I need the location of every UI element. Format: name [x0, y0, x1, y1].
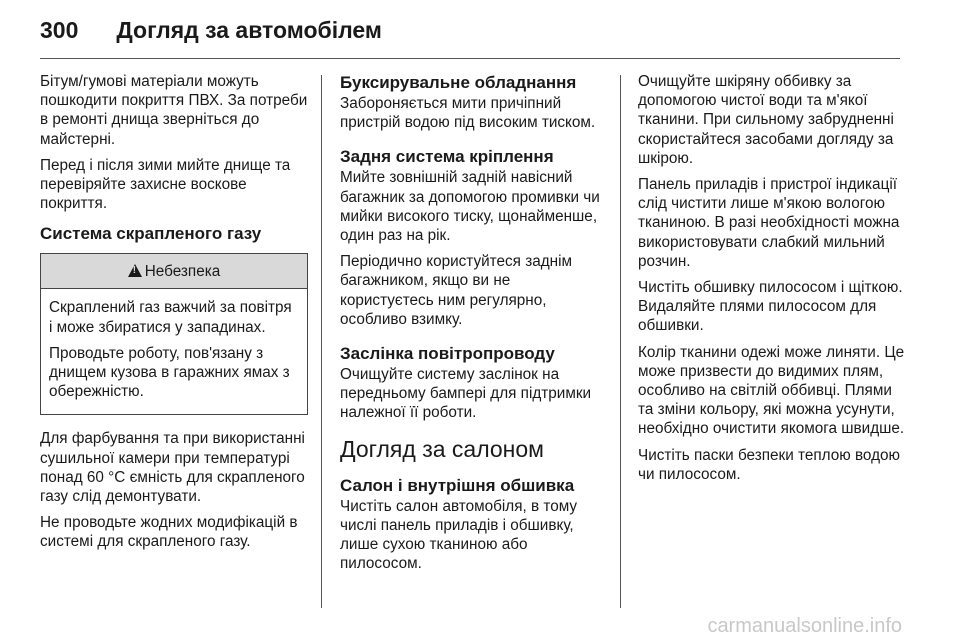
danger-box-header: [41, 254, 307, 289]
paragraph-winter-wash: Перед і після зими мийте днище та перевіряйте захисне воскове покриття.: [40, 156, 291, 213]
danger-paragraph-1: Скраплений газ важчий за повітря і може збиратися у западинах.: [49, 299, 292, 336]
paragraph-rear-carrier-1: Мийте зовнішній задній навісний багажник за допомогою промивки чи мийки високого тиску, щонайменше, один раз на рік.: [340, 169, 600, 245]
paragraph-fabric-color: Колір тканини одежі може линяти. Це може призвести до видимих плям, особливо на світлій оббивці. Плями та зміни кольору, які можна усунути, необхідно очистити якомога швидше.: [638, 343, 905, 438]
heading-towing-equipment: Буксирувальне обладнання: [340, 73, 577, 92]
paragraph-towing: Забороняється мити причіпний пристрій водою під високим тиском.: [340, 95, 596, 132]
heading-cabin-trim: Салон і внутрішня обшивка: [340, 475, 575, 495]
paragraph-leather: Очищуйте шкіряну оббивку за допомогою чистої води та м'якої тканини. При сильному забрудненні скористайтеся засобами догляду за шкірою.: [638, 73, 894, 167]
danger-box: [40, 253, 308, 415]
paragraph-upholstery: Чистіть обшивку пилососом і щіткою. Видаляйте плями пилососом для обшивки.: [638, 279, 903, 335]
paragraph-rear-carrier-2: Періодично користуйтеся заднім багажником, якщо ви не користуєтесь ним регулярно, особливо взимку.: [340, 253, 573, 328]
page-title: Догляд за автомобілем: [116, 16, 382, 43]
heading-rear-carrier: Задня система кріплення: [340, 147, 554, 167]
heading-interior-care: Догляд за салоном: [340, 435, 544, 462]
danger-box-body: [41, 289, 307, 414]
paragraph-bitumen: Бітум/гумові матеріали можуть пошкодити покриття ПВХ. За потреби в ремонті днища зверніться до майстерні.: [40, 73, 308, 148]
page-header: [40, 10, 382, 50]
paragraph-instrument-panel: Панель приладів і пристрої індикації слід чистити лише м'якою вологою тканиною. В разі необхідності можна використовувати слабкий мильний розчин.: [638, 176, 900, 270]
paragraph-cabin: Чистіть салон автомобіля, в тому числі панель приладів і обшивку, лише сухою тканиною або пилососом.: [340, 497, 578, 573]
column-1: [40, 72, 308, 559]
paragraph-seat-belts: Чистіть паски безпеки теплою водою чи пилососом.: [638, 446, 900, 483]
header-rule: [40, 58, 900, 59]
heading-lpg-system: Система скрапленого газу: [40, 224, 262, 244]
page-number: 300: [40, 16, 79, 43]
watermark: carmanualsonline.info: [707, 615, 902, 637]
danger-label: Небезпека: [144, 262, 221, 280]
column-3: [638, 72, 908, 491]
column-2: [340, 72, 608, 580]
paragraph-no-modifications: Не проводьте жодних модифікацій в системі для скрапленого газу.: [40, 514, 298, 551]
warning-triangle-icon: [128, 264, 142, 277]
column-divider-1: [321, 75, 322, 608]
heading-air-shutter: Заслінка повітропроводу: [340, 344, 555, 364]
paragraph-painting: Для фарбування та при використанні сушильної камери при температурі понад 60 °C ємність для скрапленого газу слід демонтувати.: [40, 430, 305, 506]
column-divider-2: [620, 75, 621, 608]
danger-paragraph-2: Проводьте роботу, пов'язану з днищем кузова в гаражних ямах з обережністю.: [49, 344, 290, 401]
paragraph-air-shutter: Очищуйте систему заслінок на передньому бампері для підтримки належної її роботи.: [340, 366, 592, 422]
